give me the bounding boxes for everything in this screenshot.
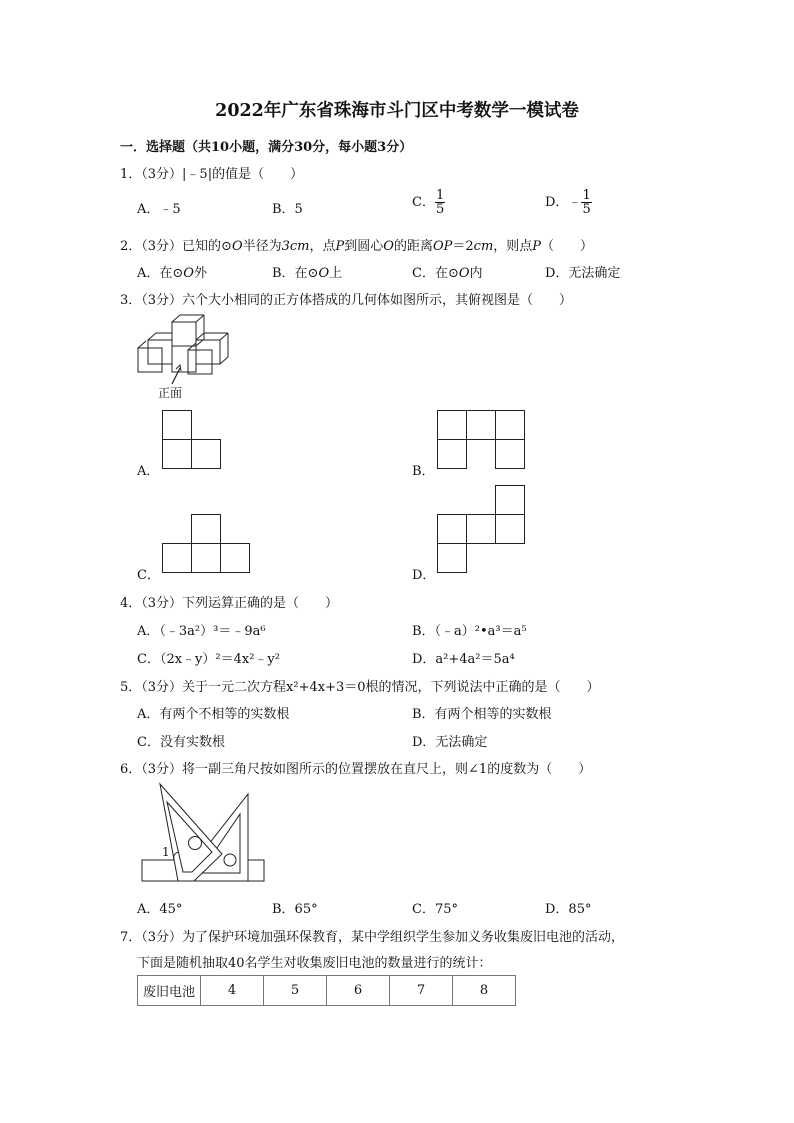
table-cell: 8 bbox=[453, 976, 516, 1006]
q2-stem-part: 2．（3分）已知的⊙ bbox=[120, 239, 232, 254]
q3-option-c-label[interactable]: C． bbox=[137, 568, 160, 583]
page-title: 2022年广东省珠海市斗门区中考数学一模试卷 bbox=[215, 101, 579, 121]
q2-stem-part: ＝2 bbox=[452, 239, 474, 254]
table-header-cell: 废旧电池 bbox=[138, 976, 201, 1006]
q2-var-o: O bbox=[318, 266, 330, 281]
q5-option-c[interactable]: C．没有实数根 bbox=[137, 735, 225, 750]
table-cell: 6 bbox=[327, 976, 390, 1006]
q6-option-a[interactable]: A．45° bbox=[137, 902, 183, 917]
q4-stem: 4．（3分）下列运算正确的是（ ） bbox=[120, 596, 339, 611]
q2-unit: cm bbox=[473, 239, 494, 254]
q3-option-d-figure[interactable] bbox=[437, 485, 527, 575]
q2-var-p: P bbox=[532, 239, 542, 254]
table-cell: 5 bbox=[264, 976, 327, 1006]
q2-var-p: P bbox=[335, 239, 345, 254]
q4-option-c[interactable]: C．（2x﹣y）²＝4x²﹣y² bbox=[137, 652, 280, 667]
q1-option-b[interactable]: B．5 bbox=[272, 202, 303, 217]
section-heading: 一．选择题（共10小题，满分30分，每小题3分） bbox=[120, 140, 413, 155]
q2-stem bbox=[120, 235, 593, 254]
q1-option-d[interactable] bbox=[545, 189, 592, 216]
q2-option-a-text: 外 bbox=[193, 266, 207, 281]
q3-stem: 3．（3分）六个大小相同的正方体搭成的几何体如图所示，其俯视图是（ ） bbox=[120, 293, 573, 308]
q1-option-d-fraction bbox=[581, 189, 591, 216]
q1-option-c-fraction bbox=[435, 189, 445, 216]
q5-option-b[interactable]: B．有两个相等的实数根 bbox=[412, 707, 552, 722]
q3-cube-solid-figure bbox=[130, 310, 240, 405]
q2-stem-part: 半径为 bbox=[242, 239, 282, 254]
q2-var-o: O bbox=[231, 239, 243, 254]
q6-angle-label: 1 bbox=[162, 845, 170, 859]
q7-stem-line1: 7．（3分）为了保护环境加强环保教育，某中学组织学生参加义务收集废旧电池的活动， bbox=[120, 930, 625, 945]
q2-stem-part: 到圆心 bbox=[344, 239, 384, 254]
q2-stem-part: ，点 bbox=[309, 239, 336, 254]
q2-stem-part: （ ） bbox=[541, 239, 594, 254]
q1-option-c-prefix: C． bbox=[412, 195, 435, 210]
table-row bbox=[138, 976, 516, 1006]
q5-stem: 5．（3分）关于一元二次方程x²+4x+3＝0根的情况，下列说法中正确的是（ ） bbox=[120, 680, 600, 695]
q1-option-d-prefix: D．﹣ bbox=[545, 195, 582, 210]
q7-battery-table bbox=[137, 975, 516, 1006]
q3-option-a-label[interactable]: A． bbox=[137, 464, 160, 479]
q3-option-b-label[interactable]: B． bbox=[412, 464, 435, 479]
q4-option-b[interactable]: B．（﹣a）²•a³＝a⁵ bbox=[412, 624, 527, 639]
q6-option-d[interactable]: D．85° bbox=[545, 902, 592, 917]
q6-option-c[interactable]: C．75° bbox=[412, 902, 458, 917]
q2-radius: 3cm bbox=[281, 239, 310, 254]
q6-stem: 6．（3分）将一副三角尺按如图所示的位置摆放在直尺上，则∠1的度数为（ ） bbox=[120, 762, 592, 777]
q2-option-b-text: B．在⊙ bbox=[272, 266, 319, 281]
q2-option-b-text: 上 bbox=[329, 266, 343, 281]
q2-stem-part: 的距离 bbox=[393, 239, 433, 254]
q1-option-c[interactable] bbox=[412, 189, 445, 216]
fraction-numerator: 1 bbox=[435, 188, 445, 203]
q3-option-b-figure[interactable] bbox=[437, 410, 527, 470]
fraction-denominator: 5 bbox=[435, 202, 445, 217]
q2-option-d[interactable]: D．无法确定 bbox=[545, 266, 621, 281]
q2-option-a[interactable] bbox=[137, 262, 207, 281]
q2-var-o: O bbox=[383, 239, 394, 254]
q1-option-a[interactable]: A．﹣5 bbox=[137, 202, 181, 217]
fraction-denominator: 5 bbox=[582, 202, 591, 217]
q6-triangle-ruler-figure bbox=[138, 782, 268, 884]
q6-option-b[interactable]: B．65° bbox=[272, 902, 318, 917]
q4-option-a[interactable]: A．（﹣3a²）³＝﹣9a⁶ bbox=[137, 624, 266, 639]
q3-option-a-figure[interactable] bbox=[162, 410, 222, 470]
table-cell: 7 bbox=[390, 976, 453, 1006]
q3-option-d-label[interactable]: D． bbox=[412, 568, 436, 583]
q3-option-c-figure[interactable] bbox=[162, 514, 252, 574]
q4-option-d[interactable]: D．a²+4a²＝5a⁴ bbox=[412, 652, 515, 667]
fraction-numerator: 1 bbox=[582, 188, 591, 203]
q2-option-c-text: 内 bbox=[469, 266, 483, 281]
table-cell: 4 bbox=[201, 976, 264, 1006]
q2-var-o: O bbox=[183, 266, 194, 281]
q2-option-c[interactable] bbox=[412, 262, 483, 281]
q2-var-o: O bbox=[458, 266, 470, 281]
q2-var-op: OP bbox=[432, 239, 453, 254]
q1-stem: 1．（3分）|﹣5|的值是（ ） bbox=[120, 167, 304, 182]
q2-stem-part: ，则点 bbox=[493, 239, 533, 254]
q5-option-a[interactable]: A．有两个不相等的实数根 bbox=[137, 707, 290, 722]
q3-front-label: 正面 bbox=[158, 386, 183, 400]
q2-option-a-text: A．在⊙ bbox=[137, 266, 184, 281]
q5-option-d[interactable]: D．无法确定 bbox=[412, 735, 488, 750]
q2-option-c-text: C．在⊙ bbox=[412, 266, 459, 281]
q7-stem-line2: 下面是随机抽取40名学生对收集废旧电池的数量进行的统计： bbox=[137, 956, 492, 971]
q2-option-b[interactable] bbox=[272, 262, 342, 281]
